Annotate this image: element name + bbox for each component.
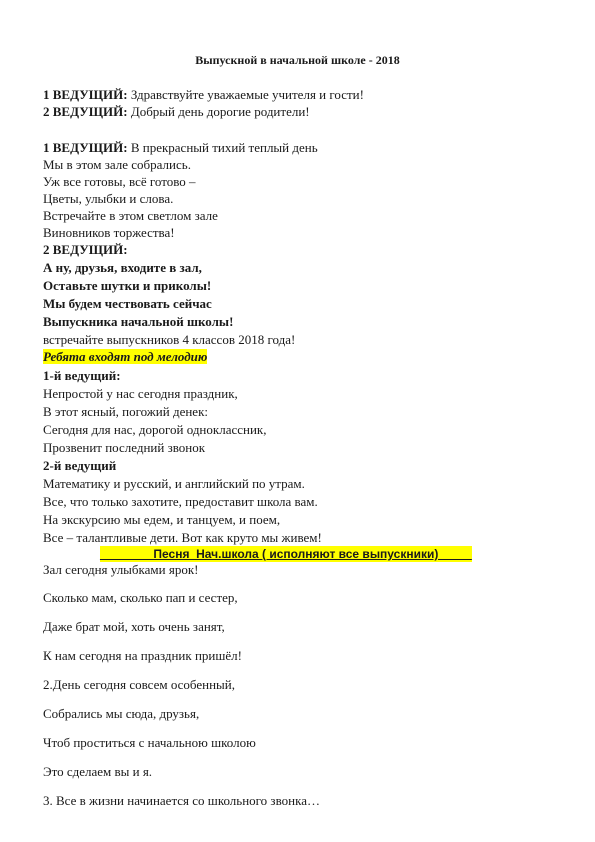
speaker-label: 1 ВЕДУЩИЙ: bbox=[43, 140, 128, 155]
line-text: Здравствуйте уважаемые учителя и гости! bbox=[127, 87, 364, 102]
verse-line: Непростой у нас сегодня праздник, bbox=[43, 386, 238, 401]
song-line: Зал сегодня улыбками ярок! bbox=[43, 562, 199, 577]
verse-line: На экскурсию мы едем, и танцуем, и поем, bbox=[43, 512, 281, 527]
speaker-label: 2 ВЕДУЩИЙ: bbox=[43, 242, 128, 257]
greeting-line-2 bbox=[43, 104, 310, 120]
song-line: Чтоб проститься с начальною школою bbox=[43, 735, 256, 750]
song-line: К нам сегодня на праздник пришёл! bbox=[43, 648, 242, 663]
verse-line: Математику и русский, и английский по утрам. bbox=[43, 476, 305, 491]
verse-line: А ну, друзья, входите в зал, bbox=[43, 260, 202, 275]
verse-line: Виновников торжества! bbox=[43, 225, 175, 240]
song-line: Собрались мы сюда, друзья, bbox=[43, 706, 200, 721]
verse-line: встречайте выпускников 4 классов 2018 года! bbox=[43, 332, 296, 347]
verse-line: Встречайте в этом светлом зале bbox=[43, 208, 218, 223]
document-title: Выпускной в начальной школе - 2018 bbox=[195, 53, 400, 67]
song-line: 3. Все в жизни начинается со школьного звонка… bbox=[43, 793, 320, 808]
verse-line: Выпускника начальной школы! bbox=[43, 314, 234, 329]
verse-line: Прозвенит последний звонок bbox=[43, 440, 206, 455]
stage-cue bbox=[43, 349, 207, 365]
song-heading: ________Песня_Нач.школа ( исполняют все выпускники)_____ bbox=[100, 547, 472, 561]
verse-line: Все – талантливые дети. Вот как круто мы живем! bbox=[43, 530, 322, 545]
speaker-label: 2-й ведущий bbox=[43, 458, 117, 473]
verse-line: Сегодня для нас, дорогой одноклассник, bbox=[43, 422, 267, 437]
verse-line: Оставьте шутки и приколы! bbox=[43, 278, 212, 293]
line-text: В прекрасный тихий теплый день bbox=[127, 140, 318, 155]
verse-line: Уж все готовы, всё готово – bbox=[43, 174, 196, 189]
verse-line: Цветы, улыбки и слова. bbox=[43, 191, 174, 206]
speaker-label: 2 ВЕДУЩИЙ: bbox=[43, 104, 128, 119]
stage-cue-text: Ребята входят под мелодию bbox=[43, 349, 208, 364]
speaker-label: 1 ВЕДУЩИЙ: bbox=[43, 87, 128, 102]
song-line: Это сделаем вы и я. bbox=[43, 764, 153, 779]
song-line: Сколько мам, сколько пап и сестер, bbox=[43, 590, 238, 605]
song-line: Даже брат мой, хоть очень занят, bbox=[43, 619, 225, 634]
line-text: Добрый день дорогие родители! bbox=[127, 104, 310, 119]
verse-line: Мы в этом зале собрались. bbox=[43, 157, 191, 172]
verse-line: Все, что только захотите, предоставит школа вам. bbox=[43, 494, 318, 509]
song-line: 2.День сегодня совсем особенный, bbox=[43, 677, 235, 692]
verse-line: Мы будем чествовать сейчас bbox=[43, 296, 212, 311]
speaker-label: 1-й ведущий: bbox=[43, 368, 121, 383]
greeting-line-1 bbox=[43, 87, 364, 103]
verse-1-first-line bbox=[43, 140, 318, 156]
verse-line: В этот ясный, погожий денек: bbox=[43, 404, 208, 419]
